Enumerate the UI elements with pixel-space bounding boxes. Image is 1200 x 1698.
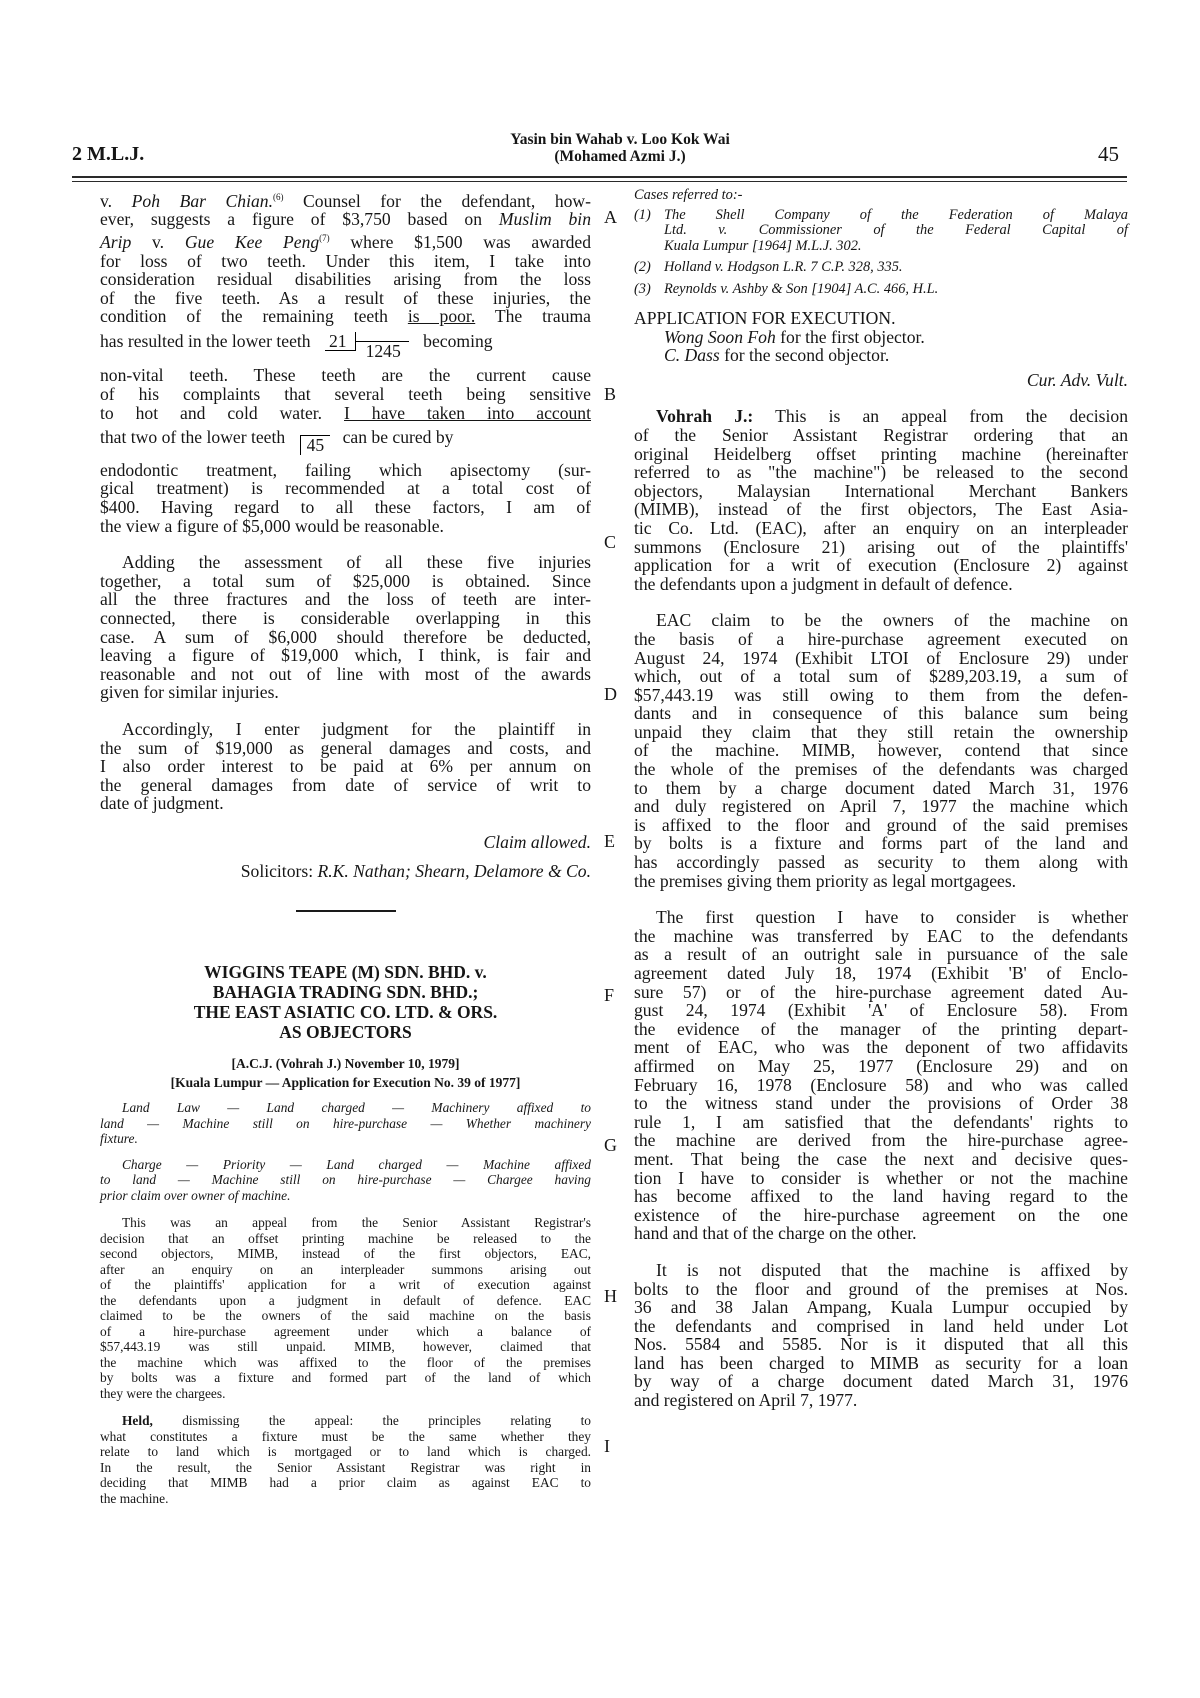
- judgment-paragraph: Accordingly, I enter judgment for the plaintiff in the sum of $19,000 as general damages and costs, and I also order interest to be paid at 6% per annum on the general damages from date of service of writ to date of judgment.: [100, 718, 591, 814]
- dental-chart-left: 21: [325, 332, 356, 352]
- margin-letter-b: B: [604, 384, 617, 404]
- page-number: 45: [1098, 142, 1119, 166]
- margin-letter-h: H: [604, 1286, 617, 1306]
- margin-letter-c: C: [604, 532, 617, 552]
- assessment-paragraph: Adding the assessment of all these five injuries together, a total sum of $25,000 is obtained. Since all the three fractures and the loss of teeth are inter- connected, there is considerable overlapping in this case. A sum of $6,000 should therefore be deducted, leaving a figure of $19,000 which, I think, is fair and reasonable and not out of line with most of the awards given for similar injuries.: [100, 552, 591, 703]
- headnote: This was an appeal from the Senior Assistant Registrar's decision that an offset printing machine be released to the second objectors, MIMB, instead of the first objectors, EAC, after an enquiry on an interpleader summons arising out of the plaintiffs' application for a writ of execution against the defendants upon a judgment in default of defence. EAC claimed to be the owners of the said machine on the basis of a hire-purchase agreement under which a balance of $57,443.19 was still unpaid. MIMB, however, claimed that the machine which was affixed to the floor of the premises by bolts was a fixture and formed part of the land of which they were the chargees.: [100, 1215, 591, 1401]
- case-reference: (3) Reynolds v. Ashby & Son [1904] A.C. 466, H.L.: [634, 280, 939, 297]
- running-head: [510, 131, 730, 165]
- margin-letter-g: G: [604, 1135, 617, 1155]
- application-heading: APPLICATION FOR EXECUTION.: [634, 308, 896, 328]
- header-rule-thin: [72, 181, 1127, 182]
- running-head-case: Yasin bin Wahab v. Loo Kok Wai: [510, 131, 730, 148]
- judgment-p1: Vohrah J.: This is an appeal from the decision of the Senior Assistant Registrar ordering that an original Heidelberg offset printing machine (hereinafter referred to as "the machine") be released to the second objectors, Malaysian International Merchant Bankers (MIMB), instead of the first objectors, The East Asia- tic Co. Ltd. (EAC), after an enquiry on an interpleader summons (Enclosure 21) arising out of the plaintiffs' application for a writ of execution (Enclosure 2) against the defendants upon a judgment in default of defence.: [634, 406, 1129, 594]
- dental-chart-right: 1245: [356, 341, 409, 361]
- held-label: Held,: [122, 1413, 153, 1429]
- case-name: Muslim bin: [498, 209, 591, 230]
- margin-letter-f: F: [604, 985, 615, 1005]
- held: Held, dismissing the appeal: the principles relating to what constitutes a fixture must be the same whether they relate to land which is mortgaged or to land which is charged. In the result, the Senior Assistant Registrar was right in deciding that MIMB had a prior claim as against EAC to the machine.: [100, 1413, 591, 1506]
- catchwords-land-law: Land Law — Land charged — Machinery affixed to land — Machine still on hire-purchase — Whether machinery fixture.: [100, 1100, 591, 1147]
- left-column: [100, 188, 591, 1506]
- case-citation: [A.C.J. (Vohrah J.) November 10, 1979] [Kuala Lumpur — Application for Execution No. 39 of 1977]: [170, 1056, 521, 1091]
- judge-name: Vohrah J.:: [656, 406, 754, 427]
- header-rule: [72, 176, 1127, 178]
- teeth-notation-line: has resulted in the lower teeth 21 1245 becoming: [100, 330, 493, 361]
- margin-letter-d: D: [604, 684, 617, 704]
- case-reference: (1) The Shell Company of the Federation of Malaya Ltd. v. Commissioner of the Federal Capital of Kuala Lumpur [1964] M.L.J. 302.: [634, 206, 1128, 254]
- margin-letter-a: A: [604, 207, 617, 227]
- journal-citation: 2 M.L.J.: [72, 143, 145, 165]
- catchwords-charge: Charge — Priority — Land charged — Machine affixed to land — Machine still on hire-purchase — Chargee having prior claim over owner of machine.: [100, 1156, 591, 1203]
- counsel: Wong Soon Foh for the first objector. C. Dass for the second objector.: [664, 326, 925, 366]
- case-name: Poh Bar Chian.: [131, 190, 273, 211]
- cases-referred-label: Cases referred to:-: [634, 187, 743, 203]
- cur-adv-vult: Cur. Adv. Vult.: [1026, 369, 1128, 390]
- right-column: [634, 188, 1128, 1410]
- cases-referred: [634, 188, 1128, 297]
- claim-allowed: Claim allowed.: [483, 831, 591, 852]
- dental-chart: 45: [300, 435, 331, 455]
- case-name: Gue Kee Peng: [184, 231, 320, 252]
- running-head-judge: (Mohamed Azmi J.): [554, 148, 686, 165]
- judgment-p2: EAC claim to be the owners of the machine on the basis of a hire-purchase agreement executed on August 24, 1974 (Exhibit LTOI of Enclosure 29) under which, out of a total sum of $289,203.19, a sum of $57,443.19 was still owing to them from the defen- dants and in consequence of this balance sum being unpaid they claim that they still retain the ownership of the machine. MIMB, however, contend that since the whole of the premises of the defendants was charged to them by a charge document dated March 31, 1976 and duly registered on April 7, 1977 the machine which is affixed to the floor and ground of the said premises by bolts is a fixture and forms part of the land and has accordingly passed as security to them along with the premises giving them priority as legal mortgagees.: [634, 610, 1128, 891]
- case-reference: (2) Holland v. Hodgson L.R. 7 C.P. 328, 335.: [634, 259, 903, 275]
- solicitors: Solicitors: R.K. Nathan; Shearn, Delamore & Co.: [240, 860, 591, 881]
- judgment-p3: The first question I have to consider is whether the machine was transferred by EAC to the defendants as a result of an outright sale in pursuance of the sale agreement dated July 18, 1974 (Exhibit 'B' of Enclo- sure 57) or of the hire-purchase agreement dated Au- gust 24, 1974 (Exhibit 'A' of Enclosure 58). From the evidence of the manager of the printing depart- ment of EAC, who was the deponent of two affidavits affirmed on May 25, 1977 (Enclosure 29) and on February 16, 1978 (Enclosure 58) and who was called to the witness stand under the provisions of Order 38 rule 1, I am satisfied that the defendants' rights to the machine are derived from the hire-purchase agree- ment. That being the case the next and decisive ques- tion I have to consider is whether or not the machine has become affixed to the land having regard to the existence of the hire-purchase agreement on the one hand and that of the charge on the other.: [634, 907, 1128, 1244]
- case-title: WIGGINS TEAPE (M) SDN. BHD. v. BAHAGIA TRADING SDN. BHD.; THE EAST ASIATIC CO. LTD. & ORS. AS OBJECTORS: [193, 962, 498, 1043]
- teeth-notation-line-2: that two of the lower teeth 45 can be cured by: [100, 427, 454, 456]
- case-name: Arip: [100, 231, 132, 252]
- judgment-p4: It is not disputed that the machine is affixed by bolts to the floor and ground of the premises at Nos. 36 and 38 Jalan Ampang, Kuala Lumpur occupied by the defendants and comprised in land held under Lot Nos. 5584 and 5585. Nor is it disputed that all this land has been charged to MIMB as security for a loan by way of a charge document dated March 31, 1976 and registered on April 7, 1977.: [634, 1259, 1128, 1411]
- margin-letter-e: E: [604, 831, 615, 851]
- margin-letter-i: I: [604, 1436, 610, 1456]
- damages-paragraph: v. Poh Bar Chian.$^{(6)}$ Counsel for the defendant, how- ever, suggests a figure of $3,750 based on Muslim bin Arip v. Gue Kee Peng$^{(7)}$ where $1,500 was awarded for loss of two teeth. Under this item, I take into consideration residual disabilities arising from the loss of the five teeth. As a result of these injuries, the condition of the remaining teeth is poor. The trauma has resulted in the lower teeth 21 1245 becoming non-vital teeth. These teeth are the current cause of his complaints that several teeth being sensitive to hot and cold water. I have taken into account that two of the lower teeth 45 can be cured by endodontic treatment, failing which apisectomy (sur- gical treatment) is recommended at a total cost of $400. Having regard to all these factors, I am of the view a figure of $5,000 would be reasonable.: [100, 190, 591, 536]
